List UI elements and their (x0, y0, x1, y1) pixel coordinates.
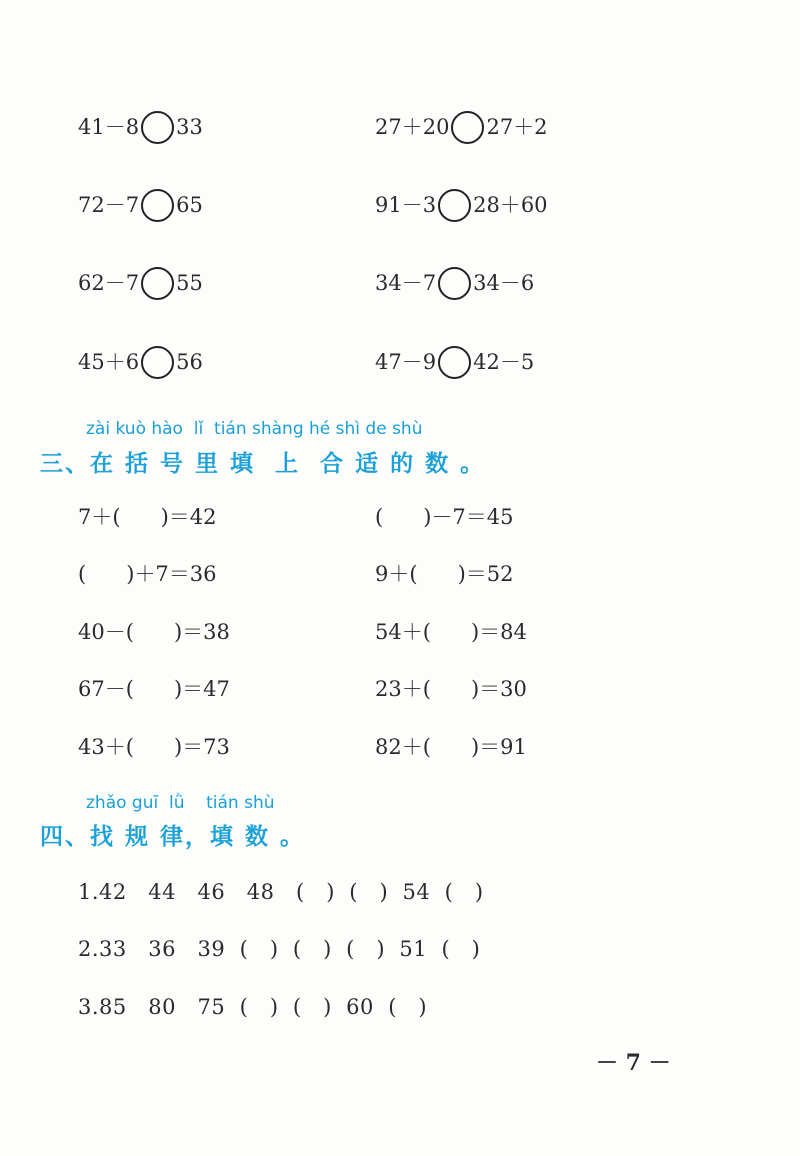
comparison-left: 45＋6 (78, 350, 140, 374)
answer-circle[interactable] (141, 111, 174, 144)
comparison-right: 42－5 (473, 350, 535, 374)
fill-blank-item[interactable]: 67－( )＝47 (78, 677, 230, 701)
comparison-item (78, 263, 203, 303)
answer-circle[interactable] (141, 267, 174, 300)
comparison-item (78, 185, 203, 225)
comparison-left: 47－9 (375, 350, 437, 374)
comparison-left: 27＋20 (375, 115, 450, 139)
page-number: － 7 － (596, 1050, 671, 1076)
answer-circle[interactable] (438, 346, 471, 379)
comparison-right: 33 (176, 115, 203, 139)
comparison-item (375, 185, 548, 225)
comparison-right: 56 (176, 350, 203, 374)
answer-circle[interactable] (141, 189, 174, 222)
section3-pinyin: zài kuò hào lǐ tián shàng hé shì de shù (86, 419, 423, 439)
sequence-item[interactable]: 1.42 44 46 48 ( ) ( ) 54 ( ) (78, 880, 484, 904)
comparison-right: 34－6 (473, 271, 535, 295)
answer-circle[interactable] (438, 189, 471, 222)
fill-blank-item[interactable]: ( )－7＝45 (375, 505, 514, 529)
fill-blank-item[interactable]: 9＋( )＝52 (375, 562, 514, 586)
section4-pinyin: zhǎo guī lǜ tián shù (86, 793, 275, 813)
section4-heading: 四、找 规 律，填 数 。 (40, 824, 306, 850)
comparison-left: 41－8 (78, 115, 140, 139)
sequence-item[interactable]: 3.85 80 75 ( ) ( ) 60 ( ) (78, 995, 428, 1019)
answer-circle[interactable] (451, 111, 484, 144)
fill-blank-item[interactable]: ( )＋7＝36 (78, 562, 217, 586)
answer-circle[interactable] (438, 267, 471, 300)
comparison-item (375, 342, 534, 382)
comparison-left: 62－7 (78, 271, 140, 295)
section3-heading: 三、在 括 号 里 填 上 合 适 的 数 。 (40, 451, 486, 477)
fill-blank-item[interactable]: 7＋( )＝42 (78, 505, 217, 529)
comparison-right: 27＋2 (486, 115, 548, 139)
comparison-left: 72－7 (78, 193, 140, 217)
fill-blank-item[interactable]: 40－( )＝38 (78, 620, 230, 644)
comparison-right: 28＋60 (473, 193, 548, 217)
comparison-item (78, 342, 203, 382)
comparison-item (375, 263, 534, 303)
comparison-left: 91－3 (375, 193, 437, 217)
comparison-right: 65 (176, 193, 203, 217)
comparison-right: 55 (176, 271, 203, 295)
fill-blank-item[interactable]: 23＋( )＝30 (375, 677, 527, 701)
comparison-item (78, 107, 203, 147)
sequence-item[interactable]: 2.33 36 39 ( ) ( ) ( ) 51 ( ) (78, 937, 481, 961)
answer-circle[interactable] (141, 346, 174, 379)
comparison-left: 34－7 (375, 271, 437, 295)
fill-blank-item[interactable]: 54＋( )＝84 (375, 620, 527, 644)
comparison-item (375, 107, 548, 147)
fill-blank-item[interactable]: 82＋( )＝91 (375, 735, 527, 759)
fill-blank-item[interactable]: 43＋( )＝73 (78, 735, 230, 759)
